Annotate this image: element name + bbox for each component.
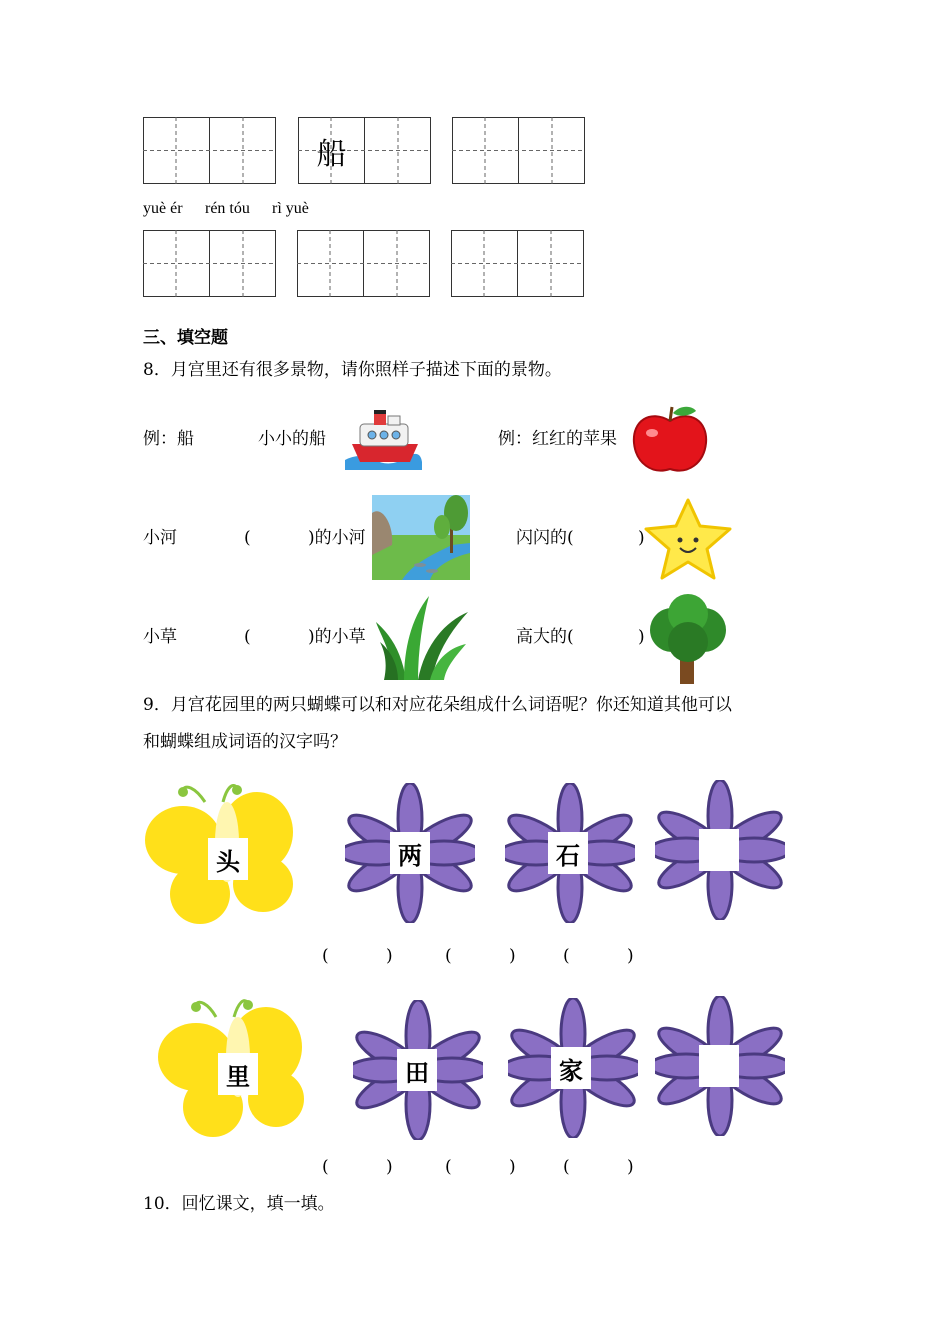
butterfly-1-char: 头 [208, 838, 248, 880]
star-paren-close: ) [638, 528, 645, 548]
grass-icon [374, 592, 470, 682]
answer-blank[interactable] [573, 942, 623, 966]
river-word: 小河 [143, 528, 177, 548]
butterfly-2-char: 里 [218, 1053, 258, 1095]
grass-word: 小草 [143, 627, 177, 647]
question-10-prompt: 10．回忆课文，填一填。 [143, 1194, 335, 1214]
tree-phrase: 高大的( [516, 627, 574, 647]
answer-blank[interactable] [573, 1153, 623, 1177]
flower-2-char: 石 [548, 832, 588, 874]
paren-close: ) [627, 1157, 634, 1177]
paren-open: ( [322, 946, 329, 966]
tree-icon [642, 592, 734, 686]
grid-char [452, 117, 519, 184]
flower-3-blank[interactable] [699, 829, 739, 871]
writing-grid[interactable] [452, 117, 585, 184]
paren-close: ) [509, 946, 516, 966]
paren-open: ( [445, 946, 452, 966]
grid-char [143, 117, 210, 184]
grid-char [297, 230, 364, 297]
star-icon [642, 496, 734, 582]
paren-close: ) [386, 1157, 393, 1177]
answer-blank[interactable] [455, 942, 505, 966]
flower-6-blank[interactable] [699, 1045, 739, 1087]
flower-5-char: 家 [551, 1047, 591, 1089]
paren-open: ( [563, 946, 570, 966]
example-1-label: 例：船 [143, 429, 194, 449]
paren-close: ) [627, 946, 634, 966]
star-phrase: 闪闪的( [516, 528, 574, 548]
paren-close: ) [386, 946, 393, 966]
example-2-label: 例：红红的苹果 [498, 429, 617, 449]
grid-char: 船 [316, 136, 347, 172]
writing-grid[interactable] [143, 230, 276, 297]
paren-open: ( [445, 1157, 452, 1177]
pinyin-1: yuè ér [143, 200, 183, 217]
river-landscape-image [372, 495, 470, 580]
river-paren-open: ( [244, 528, 251, 548]
writing-grid[interactable] [297, 230, 430, 297]
grass-phrase: )的小草 [308, 627, 366, 647]
answer-blank[interactable] [332, 942, 382, 966]
answer-blank[interactable] [332, 1153, 382, 1177]
question-9-line2: 和蝴蝶组成词语的汉字吗？ [143, 732, 347, 752]
writing-grid[interactable] [143, 117, 276, 184]
question-8-prompt: 8．月宫里还有很多景物，请你照样子描述下面的景物。 [143, 360, 562, 380]
paren-open: ( [322, 1157, 329, 1177]
pinyin-2: rén tóu [205, 200, 250, 217]
paren-open: ( [563, 1157, 570, 1177]
grass-paren-open: ( [244, 627, 251, 647]
tree-answer-blank[interactable] [580, 623, 636, 647]
pinyin-3: rì yuè [272, 200, 309, 217]
apple-icon [630, 403, 710, 475]
writing-grid[interactable] [451, 230, 584, 297]
section-title: 三、填空题 [143, 328, 228, 348]
grid-char [143, 230, 210, 297]
paren-close: ) [509, 1157, 516, 1177]
grid-char [451, 230, 518, 297]
writing-grid[interactable] [298, 117, 431, 184]
river-phrase: )的小河 [308, 528, 366, 548]
boat-icon [340, 402, 425, 474]
grass-answer-blank[interactable] [254, 623, 304, 647]
question-9-line1: 9．月宫花园里的两只蝴蝶可以和对应花朵组成什么词语呢？你还知道其他可以 [143, 695, 732, 715]
flower-1-char: 两 [390, 832, 430, 874]
flower-4-char: 田 [397, 1049, 437, 1091]
star-answer-blank[interactable] [580, 524, 636, 548]
answer-blank[interactable] [455, 1153, 505, 1177]
tree-paren-close: ) [638, 627, 645, 647]
example-1-answer: 小小的船 [258, 429, 326, 449]
river-answer-blank[interactable] [254, 524, 304, 548]
